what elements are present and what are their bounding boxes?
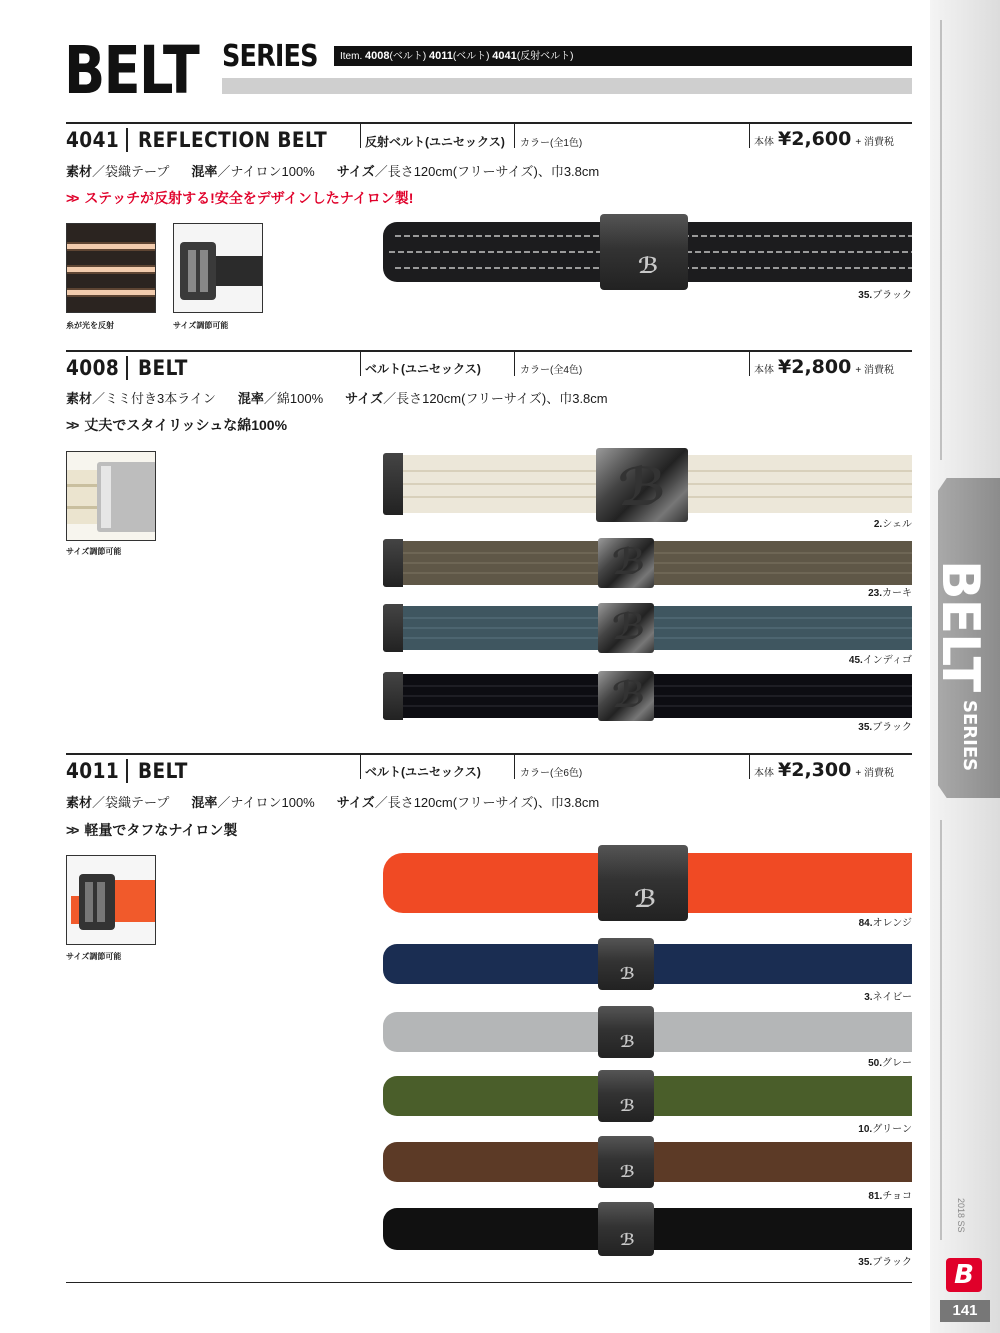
section-tick (749, 124, 750, 148)
size-label: サイズ (336, 164, 375, 179)
sidebar-line (940, 820, 942, 1240)
belt-color-label: 3.ネイビー (864, 992, 912, 1003)
belt-color-label: 35.ブラック (858, 722, 912, 733)
section-catchphrase (66, 415, 287, 435)
belt-color-label: 45.インディゴ (848, 655, 912, 666)
sidebar-subtitle: SERIES (959, 700, 980, 772)
brand-b-icon: ℬ (620, 1032, 635, 1051)
belt-buckle (598, 603, 654, 653)
section-color-count: カラー(全6色) (520, 768, 583, 779)
mix-value: ／ナイロン100% (217, 164, 315, 179)
brand-b-icon: ℬ (612, 542, 646, 583)
price-prefix: 本体 (754, 365, 774, 376)
brand-b-icon: ℬ (612, 607, 646, 648)
section-code: 4041 (66, 128, 120, 152)
section-price (754, 356, 894, 378)
section-tick (514, 755, 515, 779)
sidebar-title: BELT (930, 560, 990, 692)
detail-photo-adjust (173, 223, 263, 313)
section-tick (514, 124, 515, 148)
detail-photo-reflect (66, 223, 156, 313)
detail-caption: 糸が光を反射 (66, 321, 114, 330)
section-code: 4011 (66, 759, 120, 783)
page-number: 141 (940, 1300, 990, 1322)
buckle-adjust-image (174, 224, 263, 313)
size-label: サイズ (345, 391, 384, 406)
belt-buckle (598, 538, 654, 588)
sidebar-line (940, 20, 942, 460)
brand-logo-icon: B (946, 1258, 982, 1292)
price-value: ¥2,300 (778, 759, 852, 781)
belt-color-label: 2.シェル (873, 519, 912, 530)
item-note-4008: (ベルト) (389, 51, 427, 62)
double-chevron-icon: >> (66, 190, 77, 206)
belt-color-label: 35.ブラック (858, 1257, 912, 1268)
material-label: 素材 (66, 391, 93, 406)
price-suffix: + 消費税 (855, 137, 894, 148)
section-tick (514, 352, 515, 376)
price-suffix: + 消費税 (855, 768, 894, 779)
belt-color-label: 50.グレー (868, 1058, 912, 1069)
belt-tip (383, 604, 403, 652)
item-note-4041: (反射ベルト) (516, 51, 574, 62)
size-label: サイズ (336, 795, 375, 810)
section-type: ベルト(ユニセックス) (365, 765, 481, 779)
belt-buckle (598, 1006, 654, 1058)
material-value: ／袋織テープ (92, 795, 170, 810)
sidebar-season: 2018 SS (956, 1198, 966, 1233)
header-title-belt: BELT (64, 32, 199, 109)
section-rule (66, 122, 912, 124)
section-color-count: カラー(全4色) (520, 365, 583, 376)
section-code: 4008 (66, 356, 120, 380)
section-price (754, 128, 894, 150)
brand-b-icon: ℬ (620, 964, 635, 983)
brand-b-icon: ℬ (634, 885, 657, 913)
section-divider (126, 356, 128, 380)
brand-b-icon: ℬ (620, 1162, 635, 1181)
section-tick (749, 755, 750, 779)
belt-buckle (598, 1136, 654, 1188)
item-code-4008: 4008 (365, 50, 390, 62)
section-spec (66, 161, 599, 180)
material-label: 素材 (66, 164, 93, 179)
price-prefix: 本体 (754, 137, 774, 148)
belt-tip (383, 539, 403, 587)
section-price (754, 759, 894, 781)
section-type: ベルト(ユニセックス) (365, 362, 481, 376)
double-chevron-icon: >> (66, 822, 77, 838)
price-prefix: 本体 (754, 768, 774, 779)
mix-value: ／ナイロン100% (217, 795, 315, 810)
belt-tip (383, 672, 403, 720)
mix-value: ／綿100% (263, 391, 324, 406)
bottom-rule (66, 1282, 912, 1283)
mix-label: 混率 (191, 795, 218, 810)
brand-b-icon: ℬ (620, 1230, 635, 1249)
brand-b-icon: ℬ (612, 675, 646, 716)
buckle-adjust-image (67, 856, 156, 945)
section-spec (66, 792, 599, 811)
item-code-4011: 4011 (428, 50, 453, 62)
material-value: ／ミミ付き3本ライン (92, 391, 216, 406)
catchphrase-text: ステッチが反射する!安全をデザインしたナイロン製! (84, 190, 414, 206)
section-name: BELT (138, 356, 188, 380)
material-value: ／袋織テープ (92, 164, 170, 179)
section-rule (66, 350, 912, 352)
belt-buckle (598, 845, 688, 921)
belt-color-label: 84.オレンジ (858, 918, 912, 929)
size-value: ／長さ120cm(フリーサイズ)、巾3.8cm (383, 391, 608, 406)
section-type: 反射ベルト(ユニセックス) (365, 135, 505, 149)
section-tick (360, 755, 361, 779)
item-prefix: Item. (340, 51, 363, 62)
section-color-count: カラー(全1色) (520, 138, 583, 149)
belt-color-label: 23.カーキ (868, 588, 912, 599)
header-item-bar (334, 46, 912, 66)
section-tick (360, 124, 361, 148)
double-chevron-icon: >> (66, 417, 77, 433)
belt-buckle (598, 1202, 654, 1256)
belt-buckle (598, 671, 654, 721)
price-suffix: + 消費税 (855, 365, 894, 376)
brand-b-icon: ℬ (638, 254, 659, 279)
belt-buckle (600, 214, 688, 290)
belt-color-label: 81.チョコ (868, 1191, 912, 1202)
brand-b-icon: ℬ (620, 1096, 635, 1115)
price-value: ¥2,800 (778, 356, 852, 378)
mix-label: 混率 (237, 391, 264, 406)
belt-buckle (598, 938, 654, 990)
detail-caption: サイズ調節可能 (66, 547, 122, 556)
header-gray-bar (222, 78, 912, 94)
size-value: ／長さ120cm(フリーサイズ)、巾3.8cm (374, 164, 600, 179)
reflective-stripes-image (67, 224, 156, 313)
catchphrase-text: 丈夫でスタイリッシュな綿100% (84, 417, 288, 433)
section-rule (66, 753, 912, 755)
item-code-4041: 4041 (492, 50, 517, 62)
item-note-4011: (ベルト) (452, 51, 490, 62)
header-title-series: SERIES (222, 39, 318, 74)
belt-color-label: 10.グリーン (858, 1124, 912, 1135)
section-divider (126, 759, 128, 783)
section-tick (360, 352, 361, 376)
belt-buckle (596, 448, 688, 522)
detail-photo-adjust (66, 451, 156, 541)
section-catchphrase (66, 188, 413, 208)
belt-color-label: 35.ブラック (858, 290, 912, 301)
section-name: BELT (138, 759, 188, 783)
belt-tip (383, 453, 403, 515)
price-value: ¥2,600 (778, 128, 852, 150)
material-label: 素材 (66, 795, 93, 810)
catchphrase-text: 軽量でタフなナイロン製 (84, 822, 238, 838)
section-catchphrase (66, 820, 237, 840)
section-divider (126, 128, 128, 152)
detail-photo-adjust (66, 855, 156, 945)
section-tick (749, 352, 750, 376)
brand-b-icon: ℬ (618, 458, 667, 518)
section-spec (66, 388, 608, 407)
belt-buckle (598, 1070, 654, 1122)
section-name: REFLECTION BELT (138, 128, 328, 152)
buckle-adjust-image (67, 452, 156, 541)
mix-label: 混率 (191, 164, 218, 179)
detail-caption: サイズ調節可能 (173, 321, 229, 330)
size-value: ／長さ120cm(フリーサイズ)、巾3.8cm (374, 795, 600, 810)
detail-caption: サイズ調節可能 (66, 952, 122, 961)
